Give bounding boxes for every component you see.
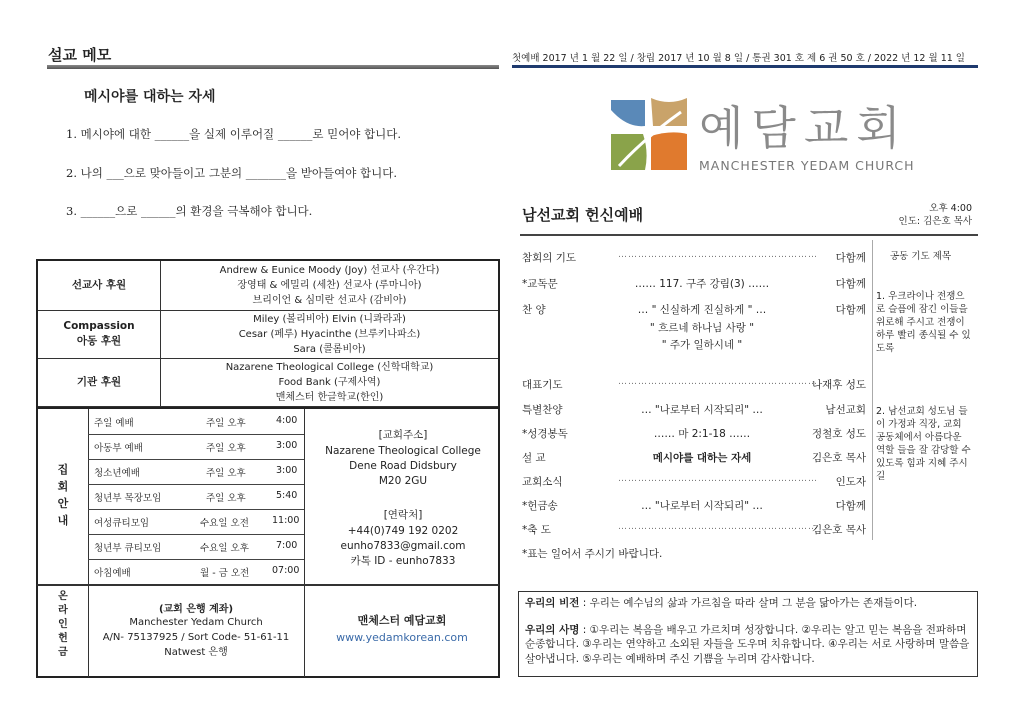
support-row <box>37 358 499 406</box>
logo-english-name: MANCHESTER YEDAM CHURCH <box>699 158 915 173</box>
service-divider <box>520 234 978 236</box>
support-label: 기관 후원 <box>37 358 161 406</box>
schedule-row: 여성큐티모임 수요일 오전 11:00 <box>88 509 304 535</box>
bulletin-header-info: 첫예배 2017 년 1 월 22 일 / 창립 2017 년 10 월 8 일 / 통권 301 호 제 6 권 50 호 / 2022 년 12 월 11 일 <box>512 53 965 64</box>
prayer-title: 공동 기도 제목 <box>890 251 952 262</box>
church-name: 맨체스터 예담교회 <box>357 614 447 627</box>
schedule-row: 아침예배 월 - 금 오전 07:00 <box>94 565 300 579</box>
order-row: 교회소식 …………………………………………………… 인도자 <box>522 474 866 488</box>
support-line: Cesar (페루) Hyacinthe (브루키나파소) <box>238 328 421 340</box>
order-row: " 흐르네 하나님 사랑 " <box>649 322 755 334</box>
address-heading: [교회주소] <box>378 429 428 441</box>
memo-line-3: 3. ______으로 ______의 환경을 극복해야 합니다. <box>66 204 313 218</box>
order-row: 설 교 메시야를 대하는 자세 김은호 목사 <box>522 452 866 464</box>
memo-line-2: 2. 나의 ___으로 맞아들이고 그분의 _______을 받아들여야 합니다. <box>66 166 398 180</box>
schedule-box <box>36 407 500 585</box>
schedule-side <box>38 409 89 585</box>
memo-section-title: 설교 메모 <box>48 46 112 64</box>
right-divider <box>512 65 978 68</box>
church-address <box>304 409 501 585</box>
phone-number: +44(0)749 192 0202 <box>347 525 459 537</box>
service-meta <box>840 202 972 228</box>
order-row: 특별찬양 … "나로부터 시작되리" … 남선교회 <box>522 404 866 416</box>
support-row <box>37 310 499 358</box>
online-label: 온라인헌금 <box>58 591 68 658</box>
support-line: Andrew & Eunice Moody (Joy) 선교사 (우간다) <box>219 264 440 276</box>
support-line: Sara (콜롬비아) <box>293 343 366 355</box>
church-contact <box>304 586 500 677</box>
email-address[interactable]: eunho7833@gmail.com <box>340 540 466 552</box>
order-row: " 주가 일하시네 " <box>661 339 743 351</box>
vision-text: 우리의 비전 : 우리는 예수님의 삶과 가르침을 따라 살며 그 분을 닮아가는 존재들이다. <box>525 597 918 609</box>
kakao-id: 카톡 ID - eunho7833 <box>350 555 456 567</box>
service-leader: 인도: 김은호 목사 <box>898 216 972 227</box>
bank-details <box>88 586 305 677</box>
support-line: Miley (볼리비아) Elvin (니콰라과) <box>253 313 406 325</box>
bank-line: Natwest 은행 <box>164 647 228 658</box>
support-line: 브리이언 & 심미란 선교사 (감비아) <box>252 294 407 306</box>
order-row: 대표기도 …………………………………………………… 나재후 성도 <box>522 377 866 391</box>
bank-line: Manchester Yedam Church <box>129 617 263 628</box>
service-time: 오후 4:00 <box>929 203 972 214</box>
service-title: 남선교회 헌신예배 <box>522 206 644 224</box>
church-logo-icon <box>609 96 689 172</box>
mission-text: 우리의 사명 : ①우리는 복음을 배우고 가르치며 성장합니다. ②우리는 알고 믿는 복음을 전파하며 순종합니다. ③우리는 연약하고 소외된 자들을 도우며 치유합니다. ④우리는 서로 사랑하며 말씀을 살아냅니다. ⑤우리는 예배하며 주신 기쁨을 누리며 감사합니다. <box>525 623 970 665</box>
memo-line-1: 1. 메시야에 대한 ______을 실제 이루어질 ______로 믿어야 합니다. <box>66 127 402 141</box>
order-row: *헌금송 … "나로부터 시작되리" … 다함께 <box>522 500 866 512</box>
online-offering-box <box>36 585 500 678</box>
bank-heading: (교회 은행 계좌) <box>158 604 234 615</box>
bank-line: A/N- 75137925 / Sort Code- 51-61-11 <box>102 632 290 643</box>
support-content <box>161 358 500 406</box>
support-content <box>161 260 500 310</box>
address-line: Nazarene Theological College <box>325 445 481 457</box>
order-row: 찬 양 … " 신실하게 진실하게 " … 다함께 <box>522 304 866 316</box>
schedule-row: 청년부 목장모임 주일 오후 5:40 <box>88 484 304 510</box>
support-label: 선교사 후원 <box>37 260 161 310</box>
vision-mission-box <box>518 591 978 677</box>
support-content <box>161 310 500 358</box>
sermon-title: 메시야를 대하는 자세 <box>84 89 216 105</box>
support-line: Food Bank (구제사역) <box>278 376 381 388</box>
support-row <box>37 260 499 310</box>
order-row: *축 도 …………………………………………………… 김은호 목사 <box>522 522 866 536</box>
support-label <box>37 310 161 358</box>
support-line: Nazarene Theological College (신학대학교) <box>225 361 434 373</box>
order-row: *성경봉독 …… 마 2:1-18 …… 정철호 성도 <box>522 428 866 440</box>
order-row: *교독문 …… 117. 구주 강림(3) …… 다함께 <box>522 278 866 290</box>
logo-korean-name: 예담교회 <box>699 101 909 155</box>
website-link[interactable]: www.yedamkorean.com <box>336 631 468 644</box>
address-line: M20 2GU <box>378 475 428 487</box>
schedule-row: 아동부 예배 주일 오후 3:00 <box>88 434 304 460</box>
support-line: 맨체스터 한글학교(한인) <box>275 391 384 403</box>
address-line: Dene Road Didsbury <box>349 460 457 472</box>
prayer-item: 1. 우크라이나 전쟁으로 슬픔에 잠긴 이들을 위로해 주시고 전쟁이 하루 빨리 종식될 수 있도록 <box>876 291 971 354</box>
prayer-item: 2. 남선교회 성도님 들이 가정과 직장, 교회 공동체에서 아름다운 역할 들을 잘 감당할 수 있도록 힘과 지혜 주시길 <box>876 406 971 482</box>
schedule-row: 주일 예배 주일 오후 4:00 <box>88 409 304 435</box>
contact-heading: [연락처] <box>383 509 423 521</box>
support-table <box>36 259 500 407</box>
support-label-line: Compassion <box>63 320 135 332</box>
schedule-row: 청년부 큐티모임 수요일 오후 7:00 <box>88 534 304 560</box>
schedule-row: 청소년예배 주일 오후 3:00 <box>88 459 304 485</box>
prayer-divider <box>872 240 873 540</box>
standing-note: *표는 일어서 주시기 바랍니다. <box>522 548 663 560</box>
left-divider <box>47 65 499 69</box>
online-side <box>38 586 89 677</box>
schedule-label: 집회안내 <box>57 463 69 527</box>
support-line: 장영태 & 에밀리 (세찬) 선교사 (루마니아) <box>237 279 422 291</box>
support-label-line: 아동 후원 <box>76 335 122 347</box>
order-row: 참회의 기도 …………………………………………………… 다함께 <box>522 250 866 264</box>
